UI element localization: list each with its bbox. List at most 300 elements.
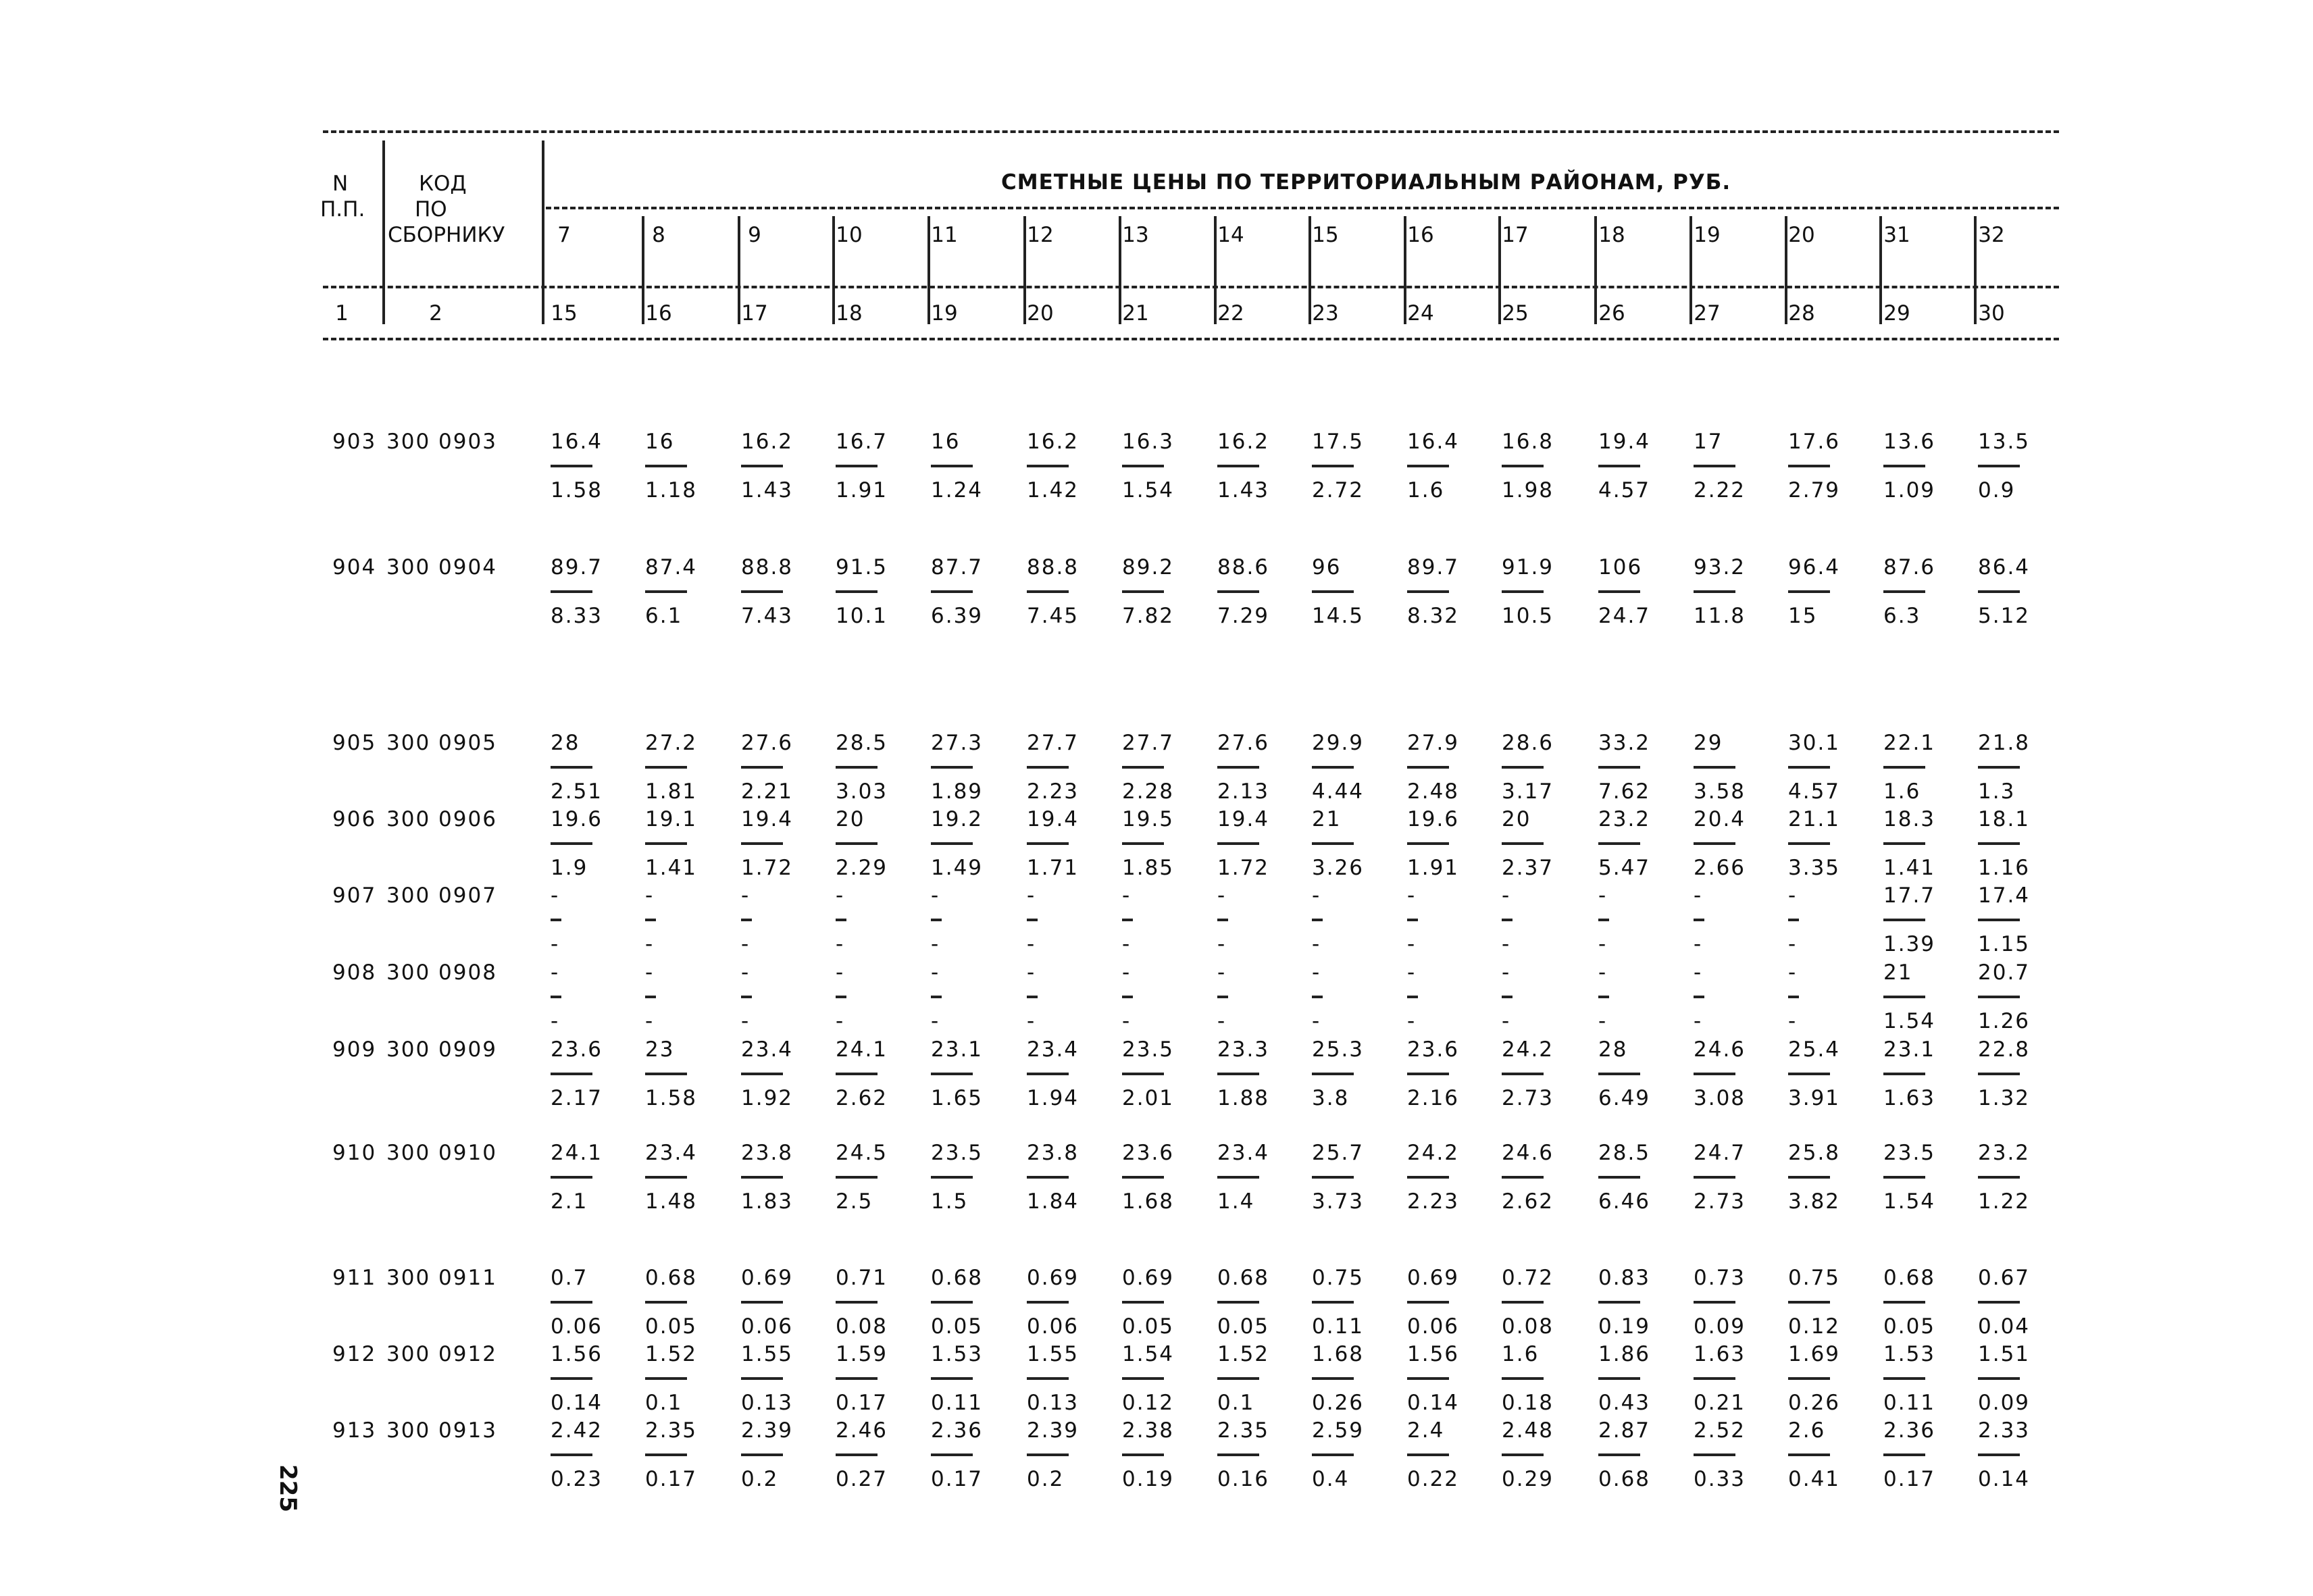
price-value: - [1694, 883, 1703, 908]
price-value: - [1312, 883, 1321, 908]
price-value: 33.2 [1598, 731, 1651, 755]
column-index-24: 24 [1407, 301, 1434, 326]
fraction-bar [1788, 590, 1830, 593]
fraction-bar [1217, 919, 1228, 921]
labor-value: 2.1 [551, 1189, 588, 1214]
price-value: 27.9 [1407, 731, 1460, 755]
labor-value: 6.1 [645, 604, 683, 628]
labor-value: - [1502, 1009, 1511, 1033]
fraction-bar [1502, 1301, 1544, 1304]
fraction-bar [1978, 842, 2020, 845]
fraction-bar [1027, 1073, 1069, 1075]
price-value: 89.7 [551, 555, 603, 580]
column-index-30: 30 [1978, 301, 2005, 326]
price-value: 22.8 [1978, 1037, 2031, 1062]
fraction-bar [836, 465, 878, 467]
fraction-bar [931, 1073, 973, 1075]
fraction-bar [1788, 766, 1830, 769]
price-value: - [645, 883, 655, 908]
price-value: 1.6 [1502, 1342, 1540, 1366]
price-value: - [836, 960, 845, 985]
fraction-bar [1598, 1301, 1640, 1304]
price-value: 24.1 [836, 1037, 888, 1062]
price-value: 16.4 [551, 430, 603, 454]
labor-value: 1.5 [931, 1189, 969, 1214]
labor-value: - [1502, 932, 1511, 956]
fraction-bar [645, 590, 687, 593]
price-value: 2.59 [1312, 1418, 1365, 1443]
labor-value: 1.94 [1027, 1086, 1079, 1110]
fraction-bar [1694, 842, 1735, 845]
labor-value: 1.4 [1217, 1189, 1255, 1214]
fraction-bar [1978, 766, 2020, 769]
fraction-bar [1978, 1176, 2020, 1179]
price-value: 23.5 [931, 1141, 984, 1165]
labor-value: 1.43 [1217, 478, 1270, 503]
fraction-bar [1407, 1301, 1449, 1304]
labor-value: 0.4 [1312, 1467, 1350, 1491]
fraction-bar [1883, 1176, 1925, 1179]
fraction-bar [1598, 766, 1640, 769]
fraction-bar [1598, 842, 1640, 845]
price-value: 0.75 [1312, 1266, 1365, 1290]
labor-value: 6.3 [1883, 604, 1921, 628]
price-value: 93.2 [1694, 555, 1746, 580]
price-value: 25.3 [1312, 1037, 1365, 1062]
price-value: 29.9 [1312, 731, 1365, 755]
labor-value: 0.2 [741, 1467, 779, 1491]
labor-value: 1.72 [741, 856, 794, 880]
labor-value: 2.51 [551, 779, 603, 804]
fraction-bar [1883, 1301, 1925, 1304]
row-number: 913 [332, 1418, 377, 1443]
labor-value: - [645, 1009, 655, 1033]
labor-value: 0.05 [645, 1314, 698, 1339]
price-value: 2.52 [1694, 1418, 1746, 1443]
labor-value: 3.03 [836, 779, 888, 804]
labor-value: 1.88 [1217, 1086, 1270, 1110]
price-value: 2.42 [551, 1418, 603, 1443]
fraction-bar [1407, 465, 1449, 467]
price-value: 2.35 [1217, 1418, 1270, 1443]
fraction-bar [1217, 996, 1228, 998]
price-value: 19.6 [1407, 807, 1460, 831]
fraction-bar [931, 842, 973, 845]
price-value: 96.4 [1788, 555, 1841, 580]
labor-value: 2.62 [1502, 1189, 1554, 1214]
price-value: 0.68 [1217, 1266, 1270, 1290]
fraction-bar [1122, 590, 1164, 593]
labor-value: 0.17 [1883, 1467, 1936, 1491]
price-value: 16.2 [1217, 430, 1270, 454]
fraction-bar [551, 1301, 592, 1304]
fraction-bar [1407, 1377, 1449, 1380]
labor-value: - [836, 1009, 845, 1033]
price-value: - [1312, 960, 1321, 985]
price-value: - [1122, 883, 1132, 908]
fraction-bar [741, 842, 783, 845]
column-index-2: 2 [429, 301, 442, 326]
price-value: 22.1 [1883, 731, 1936, 755]
labor-value: 0.26 [1788, 1391, 1841, 1415]
fraction-bar [836, 766, 878, 769]
fraction-bar [1788, 465, 1830, 467]
fraction-bar [1598, 465, 1640, 467]
labor-value: 1.43 [741, 478, 794, 503]
labor-value: 2.21 [741, 779, 794, 804]
labor-value: 0.12 [1788, 1314, 1841, 1339]
fraction-bar [551, 1073, 592, 1075]
price-value: 23.5 [1883, 1141, 1936, 1165]
district-number-13: 13 [1122, 223, 1149, 247]
price-value: 23.2 [1978, 1141, 2031, 1165]
labor-value: 0.16 [1217, 1467, 1270, 1491]
fraction-bar [1312, 1073, 1354, 1075]
fraction-bar [1312, 1176, 1354, 1179]
fraction-bar [1027, 919, 1038, 921]
price-value: 24.2 [1407, 1141, 1460, 1165]
fraction-bar [1122, 1073, 1164, 1075]
price-value: 25.4 [1788, 1037, 1841, 1062]
labor-value: 1.81 [645, 779, 698, 804]
fraction-bar [1883, 1377, 1925, 1380]
labor-value: 1.16 [1978, 856, 2031, 880]
labor-value: 1.58 [645, 1086, 698, 1110]
fraction-bar [1598, 1453, 1640, 1456]
labor-value: - [551, 1009, 560, 1033]
labor-value: 1.54 [1122, 478, 1175, 503]
fraction-bar [1694, 1301, 1735, 1304]
labor-value: 4.44 [1312, 779, 1365, 804]
price-value: 23.1 [1883, 1037, 1936, 1062]
labor-value: 0.27 [836, 1467, 888, 1491]
row-code: 300 0904 [386, 555, 497, 580]
column-index-22: 22 [1217, 301, 1244, 326]
labor-value: 5.47 [1598, 856, 1651, 880]
labor-value: - [1312, 932, 1321, 956]
labor-value: 8.32 [1407, 604, 1460, 628]
labor-value: 0.2 [1027, 1467, 1065, 1491]
labor-value: 0.17 [645, 1467, 698, 1491]
fraction-bar [1978, 465, 2020, 467]
price-value: 24.1 [551, 1141, 603, 1165]
labor-value: - [1407, 1009, 1417, 1033]
labor-value: 0.68 [1598, 1467, 1651, 1491]
fraction-bar [1312, 1301, 1354, 1304]
price-value: 1.68 [1312, 1342, 1365, 1366]
fraction-bar [645, 842, 687, 845]
labor-value: 2.48 [1407, 779, 1460, 804]
column-index-19: 19 [931, 301, 958, 326]
fraction-bar [1978, 1377, 2020, 1380]
header-sborniku: СБОРНИКУ [388, 223, 505, 247]
price-value: 17.4 [1978, 883, 2031, 908]
labor-value: 0.1 [645, 1391, 683, 1415]
price-value: 25.8 [1788, 1141, 1841, 1165]
price-value: 23.5 [1122, 1037, 1175, 1062]
fraction-bar [1217, 1176, 1259, 1179]
price-value: 19.5 [1122, 807, 1175, 831]
labor-value: 0.19 [1598, 1314, 1651, 1339]
labor-value: 14.5 [1312, 604, 1365, 628]
fraction-bar [1502, 1176, 1544, 1179]
fraction-bar [1694, 590, 1735, 593]
price-value: 21.8 [1978, 731, 2031, 755]
labor-value: 2.5 [836, 1189, 873, 1214]
district-number-9: 9 [748, 223, 761, 247]
fraction-bar [1217, 1301, 1259, 1304]
price-value: - [1122, 960, 1132, 985]
price-value: 18.1 [1978, 807, 2031, 831]
labor-value: 0.09 [1694, 1314, 1746, 1339]
price-value: 16 [645, 430, 675, 454]
price-value: 23.8 [1027, 1141, 1079, 1165]
labor-value: 3.08 [1694, 1086, 1746, 1110]
fraction-bar [1312, 590, 1354, 593]
fraction-bar [1122, 919, 1133, 921]
fraction-bar [1502, 465, 1544, 467]
fraction-bar [1027, 996, 1038, 998]
price-value: 21.1 [1788, 807, 1841, 831]
fraction-bar [1883, 996, 1925, 998]
labor-value: 1.41 [645, 856, 698, 880]
fraction-bar [1694, 919, 1704, 921]
price-value: 19.1 [645, 807, 698, 831]
fraction-bar [1694, 465, 1735, 467]
labor-value: 15 [1788, 604, 1818, 628]
labor-value: 3.58 [1694, 779, 1746, 804]
price-value: 27.3 [931, 731, 984, 755]
labor-value: 2.22 [1694, 478, 1746, 503]
fraction-bar [931, 1176, 973, 1179]
price-value: 2.38 [1122, 1418, 1175, 1443]
price-value: - [1598, 960, 1608, 985]
price-value: - [836, 883, 845, 908]
labor-value: 5.12 [1978, 604, 2031, 628]
fraction-bar [741, 590, 783, 593]
labor-value: 1.24 [931, 478, 984, 503]
fraction-bar [836, 1377, 878, 1380]
fraction-bar [1217, 590, 1259, 593]
district-number-32: 32 [1978, 223, 2005, 247]
labor-value: 0.11 [931, 1391, 984, 1415]
price-value: 23.4 [645, 1141, 698, 1165]
fraction-bar [931, 1377, 973, 1380]
district-number-12: 12 [1027, 223, 1054, 247]
row-code: 300 0905 [386, 731, 497, 755]
row-number: 907 [332, 883, 377, 908]
price-value: 1.54 [1122, 1342, 1175, 1366]
price-value: 23.4 [741, 1037, 794, 1062]
fraction-bar [1502, 919, 1513, 921]
labor-value: 0.43 [1598, 1391, 1651, 1415]
fraction-bar [1027, 1301, 1069, 1304]
price-value: 28.5 [1598, 1141, 1651, 1165]
fraction-bar [1502, 1073, 1544, 1075]
labor-value: 2.72 [1312, 478, 1365, 503]
price-value: - [741, 960, 751, 985]
district-number-8: 8 [652, 223, 665, 247]
price-value: - [1598, 883, 1608, 908]
labor-value: 10.1 [836, 604, 888, 628]
labor-value: 0.06 [1027, 1314, 1079, 1339]
price-value: 16.8 [1502, 430, 1554, 454]
fraction-bar [1027, 465, 1069, 467]
labor-value: 7.62 [1598, 779, 1651, 804]
fraction-bar [1407, 996, 1418, 998]
fraction-bar [1122, 766, 1164, 769]
price-value: 2.35 [645, 1418, 698, 1443]
fraction-bar [1788, 1073, 1830, 1075]
price-value: 27.7 [1122, 731, 1175, 755]
fraction-bar [1788, 919, 1799, 921]
labor-value: 0.12 [1122, 1391, 1175, 1415]
district-number-10: 10 [836, 223, 863, 247]
fraction-bar [741, 919, 752, 921]
labor-value: 2.73 [1502, 1086, 1554, 1110]
labor-value: 0.05 [931, 1314, 984, 1339]
row-number: 904 [332, 555, 377, 580]
price-value: 106 [1598, 555, 1643, 580]
labor-value: 0.23 [551, 1467, 603, 1491]
fraction-bar [1407, 1176, 1449, 1179]
fraction-bar [551, 465, 592, 467]
labor-value: 1.26 [1978, 1009, 2031, 1033]
district-number-7: 7 [557, 223, 571, 247]
labor-value: 1.22 [1978, 1189, 2031, 1214]
labor-value: - [1027, 932, 1036, 956]
price-value: 20.4 [1694, 807, 1746, 831]
price-value: 2.36 [1883, 1418, 1936, 1443]
price-value: 28 [551, 731, 580, 755]
price-value: 0.69 [1027, 1266, 1079, 1290]
labor-value: 0.06 [741, 1314, 794, 1339]
fraction-bar [1217, 1377, 1259, 1380]
labor-value: 1.15 [1978, 932, 2031, 956]
fraction-bar [1407, 842, 1449, 845]
column-index-20: 20 [1027, 301, 1054, 326]
fraction-bar [1027, 1176, 1069, 1179]
labor-value: 0.18 [1502, 1391, 1554, 1415]
fraction-bar [1027, 1377, 1069, 1380]
fraction-bar [741, 1453, 783, 1456]
price-value: 16 [931, 430, 961, 454]
price-value: 1.52 [1217, 1342, 1270, 1366]
price-value: 19.2 [931, 807, 984, 831]
price-value: 24.5 [836, 1141, 888, 1165]
price-value: 1.55 [741, 1342, 794, 1366]
price-value: 27.2 [645, 731, 698, 755]
labor-value: 7.45 [1027, 604, 1079, 628]
labor-value: 2.62 [836, 1086, 888, 1110]
price-value: - [645, 960, 655, 985]
price-value: 89.7 [1407, 555, 1460, 580]
fraction-bar [1027, 842, 1069, 845]
price-value: 19.4 [1598, 430, 1651, 454]
labor-value: 1.84 [1027, 1189, 1079, 1214]
header-pp: П.П. [320, 197, 365, 222]
price-value: 91.5 [836, 555, 888, 580]
fraction-bar [645, 1453, 687, 1456]
labor-value: 2.17 [551, 1086, 603, 1110]
fraction-bar [1407, 1073, 1449, 1075]
price-value: 16.2 [741, 430, 794, 454]
header-divider-1 [382, 140, 385, 324]
labor-value: 1.92 [741, 1086, 794, 1110]
price-value: 17.5 [1312, 430, 1365, 454]
labor-value: 2.23 [1407, 1189, 1460, 1214]
price-value: 25.7 [1312, 1141, 1365, 1165]
fraction-bar [1312, 1377, 1354, 1380]
labor-value: - [741, 1009, 751, 1033]
price-value: 2.36 [931, 1418, 984, 1443]
price-value: 2.4 [1407, 1418, 1445, 1443]
labor-value: - [1312, 1009, 1321, 1033]
labor-value: 0.13 [1027, 1391, 1079, 1415]
fraction-bar [1788, 996, 1799, 998]
row-number: 908 [332, 960, 377, 985]
price-value: - [1694, 960, 1703, 985]
price-value: 13.6 [1883, 430, 1936, 454]
price-value: 0.67 [1978, 1266, 2031, 1290]
price-value: 17.7 [1883, 883, 1936, 908]
price-value: 2.39 [741, 1418, 794, 1443]
price-value: 2.39 [1027, 1418, 1079, 1443]
price-value: 87.7 [931, 555, 984, 580]
price-value: 0.69 [741, 1266, 794, 1290]
price-value: 0.72 [1502, 1266, 1554, 1290]
fraction-bar [645, 1176, 687, 1179]
labor-value: 2.66 [1694, 856, 1746, 880]
price-value: 17 [1694, 430, 1723, 454]
labor-value: 1.83 [741, 1189, 794, 1214]
fraction-bar [551, 919, 561, 921]
price-value: - [1788, 883, 1798, 908]
price-value: 96 [1312, 555, 1342, 580]
fraction-bar [1122, 1176, 1164, 1179]
labor-value: 0.21 [1694, 1391, 1746, 1415]
price-value: 88.8 [741, 555, 794, 580]
fraction-bar [1883, 465, 1925, 467]
labor-value: 1.65 [931, 1086, 984, 1110]
price-value: 88.8 [1027, 555, 1079, 580]
fraction-bar [836, 842, 878, 845]
price-value: 0.69 [1407, 1266, 1460, 1290]
fraction-bar [1027, 766, 1069, 769]
fraction-bar [1788, 1301, 1830, 1304]
labor-value: 1.9 [551, 856, 588, 880]
price-value: 23.4 [1217, 1141, 1270, 1165]
fraction-bar [1883, 919, 1925, 921]
fraction-bar [1788, 842, 1830, 845]
fraction-bar [741, 1301, 783, 1304]
labor-value: - [1217, 932, 1227, 956]
fraction-bar [836, 1073, 878, 1075]
labor-value: - [1598, 932, 1608, 956]
price-value: 28.5 [836, 731, 888, 755]
price-value: 24.7 [1694, 1141, 1746, 1165]
fraction-bar [551, 1176, 592, 1179]
labor-value: 1.54 [1883, 1189, 1936, 1214]
price-value: 1.63 [1694, 1342, 1746, 1366]
labor-value: 1.54 [1883, 1009, 1936, 1033]
labor-value: - [1407, 932, 1417, 956]
row-number: 903 [332, 430, 377, 454]
fraction-bar [551, 996, 561, 998]
labor-value: 3.73 [1312, 1189, 1365, 1214]
labor-value: 1.6 [1407, 478, 1445, 503]
price-value: 28.6 [1502, 731, 1554, 755]
